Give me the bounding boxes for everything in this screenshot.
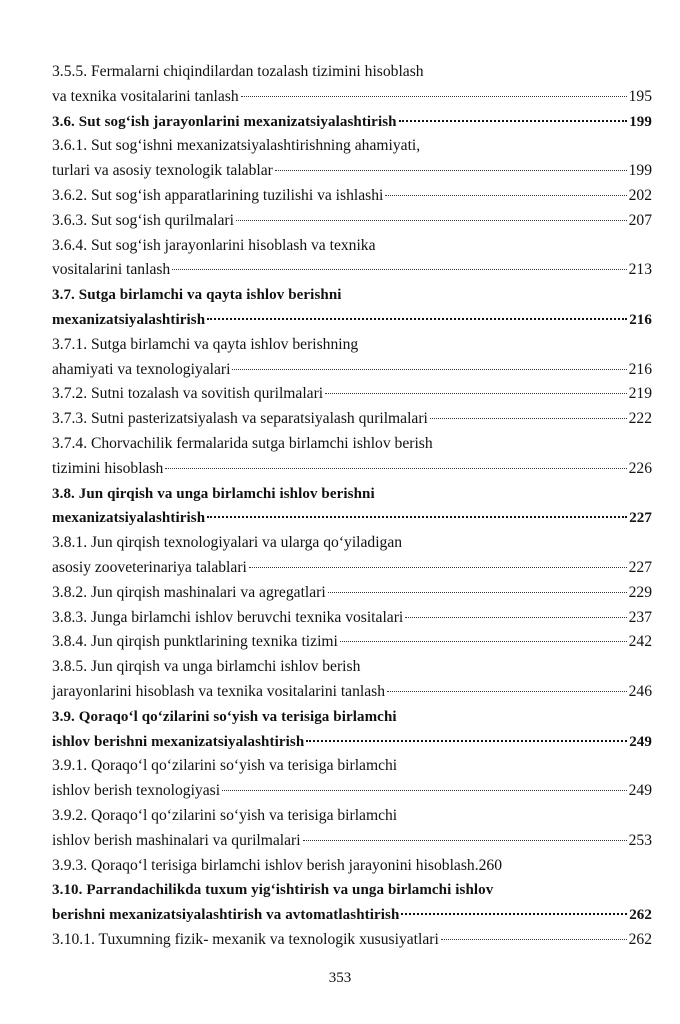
- toc-dot-leader: [232, 369, 626, 370]
- toc-entry: [52, 184, 652, 209]
- toc-entry: [52, 556, 652, 581]
- toc-entry: [52, 655, 652, 680]
- toc-entry-title: 3.10. Parrandachilikda tuxum yig‘ishtirish va unga birlamchi ishlov: [52, 882, 494, 899]
- page-number: 353: [328, 970, 352, 986]
- toc-section-heading: [52, 705, 652, 730]
- toc-leader-dot: .: [474, 856, 479, 874]
- toc-dot-leader: [306, 740, 627, 742]
- toc-page-number: 262: [628, 930, 652, 948]
- toc-entry-title: asosiy zooveterinariya talablari: [52, 558, 247, 576]
- toc-section-heading: [52, 506, 652, 531]
- toc-dot-leader: [236, 220, 627, 221]
- toc-entry: [52, 531, 652, 556]
- toc-page-number: 246: [628, 682, 652, 700]
- toc-section-heading: [52, 283, 652, 308]
- toc-entry-title: 3.8.1. Jun qirqish texnologiyalari va ularga qo‘yiladigan: [52, 534, 403, 552]
- toc-page-number: 227: [629, 510, 652, 527]
- toc-page-number: 199: [628, 162, 652, 180]
- toc-entry: [52, 333, 652, 358]
- toc-dot-leader: [325, 393, 626, 394]
- toc-dot-leader: [401, 913, 627, 915]
- toc-page-number: 242: [628, 633, 652, 651]
- toc-entry: [52, 407, 652, 432]
- toc-dot-leader: [441, 939, 627, 940]
- toc-dot-leader: [207, 516, 627, 518]
- toc-entry-title: 3.7.2. Sutni tozalash va sovitish qurilmalari: [52, 385, 324, 403]
- toc-page-number: 195: [628, 87, 652, 105]
- toc-entry: [52, 159, 652, 184]
- toc-dot-leader: [387, 691, 627, 692]
- toc-entry-title: mexanizatsiyalashtirish: [52, 311, 206, 328]
- toc-page-number: 219: [628, 385, 652, 403]
- toc-entry: [52, 630, 652, 655]
- toc-entry-title: 3.7.1. Sutga birlamchi va qayta ishlov berishning: [52, 335, 359, 353]
- toc-entry-title: 3.10.1. Tuxumning fizik- mexanik va texnologik xususiyatlari: [52, 930, 439, 948]
- toc-entry: [52, 85, 652, 110]
- toc-entry-title: 3.7.4. Chorvachilik fermalarida sutga birlamchi ishlov berish: [52, 434, 433, 452]
- toc-dot-leader: [405, 617, 626, 618]
- toc-dot-leader: [222, 790, 627, 791]
- toc-dot-leader: [399, 120, 628, 122]
- toc-page-number: 260: [478, 856, 502, 874]
- toc-entry-title: ishlov berish mashinalari va qurilmalari: [52, 831, 301, 849]
- toc-section-heading: [52, 730, 652, 755]
- toc-entry: [52, 382, 652, 407]
- toc-entry-title: 3.6.1. Sut sog‘ishni mexanizatsiyalashtirishning ahamiyati,: [52, 137, 421, 155]
- toc-entry-title: ishlov berish texnologiyasi: [52, 782, 221, 800]
- toc-entry: [52, 829, 652, 854]
- toc-entry: [52, 60, 652, 85]
- toc-entry-title: ahamiyati va texnologiyalari: [52, 360, 231, 378]
- toc-page-number: 249: [629, 733, 652, 750]
- toc-entry: [52, 928, 652, 953]
- toc-section-heading: [52, 878, 652, 903]
- toc-entry: [52, 457, 652, 482]
- toc-dot-leader: [241, 96, 627, 97]
- toc-entry: [52, 854, 652, 879]
- toc-entry-title: 3.5.5. Fermalarni chiqindilardan tozalash tizimini hisoblash: [52, 63, 424, 80]
- toc-entry-title: jarayonlarini hisoblash va texnika vositalarini tanlash: [52, 682, 386, 700]
- toc-entry-title: 3.9.1. Qoraqo‘l qo‘zilarini so‘yish va terisiga birlamchi: [52, 757, 398, 775]
- toc-entry-title: 3.8. Jun qirqish va unga birlamchi ishlov berishni: [52, 485, 375, 502]
- toc-section-heading: [52, 482, 652, 507]
- toc-section-heading: [52, 110, 652, 135]
- toc-entry-title: 3.8.4. Jun qirqish punktlarining texnika tizimi: [52, 633, 338, 651]
- toc-entry-title: 3.9.3. Qoraqo‘l terisiga birlamchi ishlov berish jarayonini hisoblash: [52, 856, 475, 874]
- toc-entry: [52, 209, 652, 234]
- toc-entry-title: va texnika vositalarini tanlash: [52, 87, 239, 105]
- toc-entry: [52, 581, 652, 606]
- toc-dot-leader: [207, 318, 627, 320]
- toc-section-heading: [52, 903, 652, 928]
- toc-page-number: 229: [628, 583, 652, 601]
- toc-entry-title: 3.6.2. Sut sog‘ish apparatlarining tuzilishi va ishlashi: [52, 186, 384, 204]
- toc-dot-leader: [275, 170, 627, 171]
- toc-page-number: 249: [628, 782, 652, 800]
- table-of-contents: [52, 60, 652, 953]
- toc-entry: [52, 804, 652, 829]
- toc-dot-leader: [430, 418, 627, 419]
- toc-entry: [52, 432, 652, 457]
- toc-page-number: 216: [629, 311, 652, 328]
- toc-entry: [52, 680, 652, 705]
- toc-page-number: 222: [628, 410, 652, 428]
- toc-entry-title: mexanizatsiyalashtirish: [52, 510, 206, 527]
- toc-page-number: 226: [628, 459, 652, 477]
- toc-dot-leader: [385, 195, 626, 196]
- toc-page-number: 207: [628, 211, 652, 229]
- toc-entry: [52, 258, 652, 283]
- toc-entry-title: 3.7.3. Sutni pasterizatsiyalash va separatsiyalash qurilmalari: [52, 410, 428, 428]
- toc-entry-title: 3.8.3. Junga birlamchi ishlov beruvchi texnika vositalari: [52, 608, 404, 626]
- toc-entry: [52, 606, 652, 631]
- toc-entry: [52, 779, 652, 804]
- toc-dot-leader: [172, 269, 626, 270]
- toc-entry-title: ishlov berishni mexanizatsiyalashtirish: [52, 733, 305, 750]
- toc-dot-leader: [340, 641, 627, 642]
- toc-entry: [52, 754, 652, 779]
- toc-page-number: 202: [628, 186, 652, 204]
- toc-entry-title: 3.8.5. Jun qirqish va unga birlamchi ishlov berish: [52, 658, 361, 676]
- toc-entry: [52, 134, 652, 159]
- toc-dot-leader: [328, 592, 627, 593]
- toc-dot-leader: [165, 468, 626, 469]
- toc-entry-title: berishni mexanizatsiyalashtirish va avtomatlashtirish: [52, 907, 400, 924]
- toc-dot-leader: [249, 567, 627, 568]
- toc-entry-title: tizimini hisoblash: [52, 459, 164, 477]
- toc-entry-title: 3.8.2. Jun qirqish mashinalari va agregatlari: [52, 583, 326, 601]
- toc-entry-title: turlari va asosiy texnologik talablar: [52, 162, 273, 180]
- toc-page-number: 253: [628, 831, 652, 849]
- toc-section-heading: [52, 308, 652, 333]
- toc-entry-title: 3.9. Qoraqo‘l qo‘zilarini so‘yish va terisiga birlamchi: [52, 708, 397, 725]
- toc-entry-title: 3.7. Sutga birlamchi va qayta ishlov berishni: [52, 287, 342, 304]
- toc-page-number: 199: [629, 113, 652, 130]
- toc-page-number: 227: [628, 558, 652, 576]
- toc-entry-title: 3.9.2. Qoraqo‘l qo‘zilarini so‘yish va terisiga birlamchi: [52, 806, 398, 824]
- toc-page-number: 216: [628, 360, 652, 378]
- toc-entry-title: 3.6. Sut sog‘ish jarayonlarini mexanizatsiyalashtirish: [52, 113, 397, 130]
- toc-entry-title: 3.6.4. Sut sog‘ish jarayonlarini hisoblash va texnika: [52, 236, 376, 254]
- toc-entry-title: 3.6.3. Sut sog‘ish qurilmalari: [52, 211, 234, 229]
- toc-page-number: 262: [629, 907, 652, 924]
- toc-page-number: 213: [628, 261, 652, 279]
- toc-dot-leader: [303, 840, 627, 841]
- toc-entry: [52, 234, 652, 259]
- toc-page-number: 237: [628, 608, 652, 626]
- toc-entry: [52, 358, 652, 383]
- toc-entry-title: vositalarini tanlash: [52, 261, 171, 279]
